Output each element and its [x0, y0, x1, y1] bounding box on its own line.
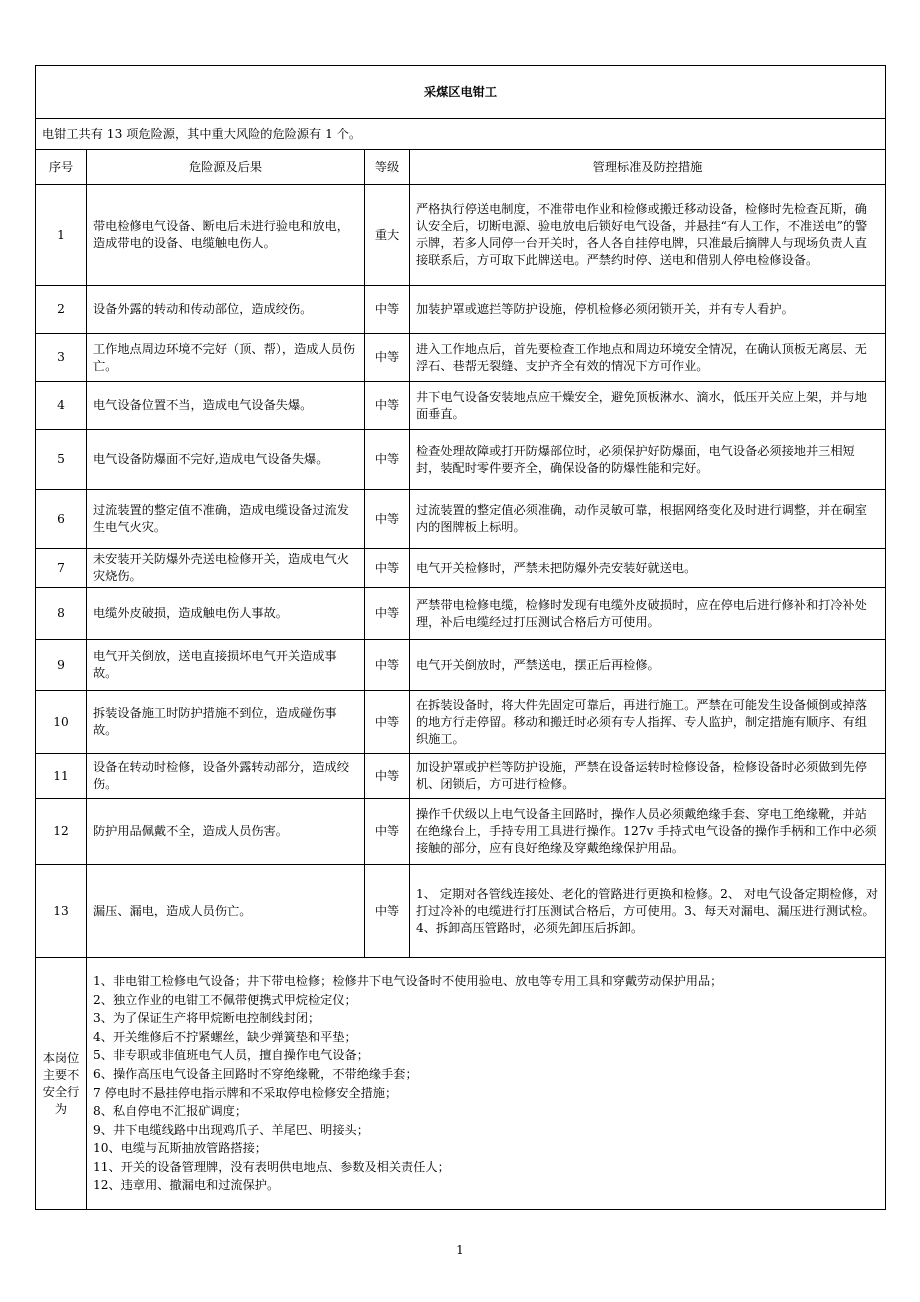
row-hazard: 设备外露的转动和传动部位，造成绞伤。: [87, 286, 365, 334]
table-row: [36, 588, 886, 640]
unsafe-acts-label: 本岗位主要不安全行为: [36, 958, 87, 1210]
row-hazard: 防护用品佩戴不全，造成人员伤害。: [87, 799, 365, 865]
row-hazard: 工作地点周边环境不完好（顶、帮），造成人员伤亡。: [87, 334, 365, 382]
row-level: 中等: [365, 588, 410, 640]
table-row: [36, 430, 886, 490]
row-hazard: 带电检修电气设备、断电后未进行验电和放电，造成带电的设备、电缆触电伤人。: [87, 185, 365, 286]
table-row: [36, 549, 886, 588]
row-hazard: 电气设备位置不当，造成电气设备失爆。: [87, 382, 365, 430]
row-measures: 检查处理故障或打开防爆部位时，必须保护好防爆面，电气设备必须接地并三相短封，装配时零件要齐全，确保设备的防爆性能和完好。: [410, 430, 886, 490]
row-hazard: 设备在转动时检修，设备外露转动部分，造成绞伤。: [87, 754, 365, 799]
table-row: [36, 490, 886, 549]
row-measures: 1、 定期对各管线连接处、老化的管路进行更换和检修。2、 对电气设备定期检修，对打过冷补的电缆进行打压测试合格后，方可使用。3、每天对漏电、漏压进行测试检。4、拆卸高压管路时，必须先卸压后拆卸。: [410, 865, 886, 958]
row-measures: 电气开关倒放时，严禁送电，摆正后再检修。: [410, 640, 886, 691]
page-number: 1: [456, 1243, 464, 1257]
unsafe-acts-list: [87, 958, 886, 1210]
row-measures: 严格执行停送电制度，不准带电作业和检修或搬迁移动设备，检修时先检查瓦斯，确认安全后，切断电源、验电放电后锁好电气设备，并悬挂“有人工作，不准送电”的警示牌，若多人同停一台开关时，各人各自挂停电牌，只准最后摘牌人与现场负责人直接联系后，方可取下此牌送电。严禁约时停、送电和借别人停电检修设备。: [410, 185, 886, 286]
row-hazard: 拆装设备施工时防护措施不到位，造成碰伤事故。: [87, 691, 365, 754]
row-measures: 操作千伏级以上电气设备主回路时，操作人员必须戴绝缘手套、穿电工绝缘靴，并站在绝缘台上，手持专用工具进行操作。127v 手持式电气设备的操作手柄和工作中必须接触的部分，应有良好绝缘及穿戴绝缘保护用品。: [410, 799, 886, 865]
unsafe-act-item: 8、私自停电不汇报矿调度；: [93, 1104, 248, 1119]
row-measures: 井下电气设备安装地点应干燥安全，避免顶板淋水、滴水，低压开关应上架，并与地面垂直。: [410, 382, 886, 430]
row-no: 4: [36, 382, 87, 430]
row-measures: 加装护罩或遮拦等防护设施，停机检修必须闭锁开关，并有专人看护。: [410, 286, 886, 334]
table-row: [36, 799, 886, 865]
header-level: 等级: [365, 150, 410, 185]
row-measures: 在拆装设备时，将大件先固定可靠后，再进行施工。严禁在可能发生设备倾倒或掉落的地方行走停留。移动和搬迁时必须有专人指挥、专人监护，制定措施有顺序、有组织施工。: [410, 691, 886, 754]
table-row: [36, 691, 886, 754]
unsafe-act-item: 11、开关的设备管理牌，没有表明供电地点、参数及相关责任人；: [93, 1159, 450, 1174]
unsafe-act-item: 5、非专职或非值班电气人员，擅自操作电气设备；: [93, 1048, 369, 1063]
header-measures: 管理标准及防控措施: [410, 150, 886, 185]
row-no: 2: [36, 286, 87, 334]
row-level: 重大: [365, 185, 410, 286]
table-row: [36, 754, 886, 799]
unsafe-acts-row: [36, 958, 886, 1210]
row-measures: 进入工作地点后，首先要检查工作地点和周边环境安全情况，在确认顶板无离层、无浮石、巷帮无裂缝、支护齐全有效的情况下方可作业。: [410, 334, 886, 382]
row-level: 中等: [365, 865, 410, 958]
row-no: 8: [36, 588, 87, 640]
table-row: [36, 334, 886, 382]
row-hazard: 过流装置的整定值不准确，造成电缆设备过流发生电气火灾。: [87, 490, 365, 549]
row-no: 12: [36, 799, 87, 865]
row-hazard: 未安装开关防爆外壳送电检修开关，造成电气火灾烧伤。: [87, 549, 365, 588]
row-level: 中等: [365, 754, 410, 799]
row-measures: 过流装置的整定值必须准确，动作灵敏可靠，根据网络变化及时进行调整，并在硐室内的图牌板上标明。: [410, 490, 886, 549]
unsafe-act-item: 3、为了保证生产将甲烷断电控制线封闭；: [93, 1011, 321, 1026]
row-no: 10: [36, 691, 87, 754]
row-no: 5: [36, 430, 87, 490]
table-row: [36, 286, 886, 334]
row-level: 中等: [365, 490, 410, 549]
row-no: 11: [36, 754, 87, 799]
row-level: 中等: [365, 549, 410, 588]
row-measures: 电气开关检修时，严禁未把防爆外壳安装好就送电。: [410, 549, 886, 588]
unsafe-act-item: 4、开关维修后不拧紧螺丝，缺少弹簧垫和平垫；: [93, 1029, 357, 1044]
row-level: 中等: [365, 334, 410, 382]
table-row: [36, 382, 886, 430]
row-no: 7: [36, 549, 87, 588]
table-row: [36, 640, 886, 691]
row-level: 中等: [365, 691, 410, 754]
row-no: 6: [36, 490, 87, 549]
row-level: 中等: [365, 286, 410, 334]
unsafe-act-item: 1、非电钳工检修电气设备；井下带电检修；检修井下电气设备时不使用验电、放电等专用工具和穿戴劳动保护用品；: [93, 973, 723, 988]
header-no: 序号: [36, 150, 87, 185]
row-no: 13: [36, 865, 87, 958]
unsafe-act-item: 6、操作高压电气设备主回路时不穿绝缘靴，不带绝缘手套；: [93, 1066, 418, 1081]
table-header-row: [36, 150, 886, 185]
document-title: 采煤区电钳工: [36, 66, 886, 119]
row-no: 9: [36, 640, 87, 691]
unsafe-act-item: 7 停电时不悬挂停电指示牌和不采取停电检修安全措施；: [93, 1085, 398, 1100]
row-level: 中等: [365, 799, 410, 865]
row-hazard: 电气开关倒放，送电直接损坏电气开关造成事故。: [87, 640, 365, 691]
row-level: 中等: [365, 640, 410, 691]
table-row: [36, 185, 886, 286]
row-hazard: 电气设备防爆面不完好,造成电气设备失爆。: [87, 430, 365, 490]
row-no: 1: [36, 185, 87, 286]
row-level: 中等: [365, 382, 410, 430]
row-measures: 严禁带电检修电缆，检修时发现有电缆外皮破损时，应在停电后进行修补和打冷补处理，补后电缆经过打压测试合格后方可使用。: [410, 588, 886, 640]
unsafe-act-item: 9、井下电缆线路中出现鸡爪子、羊尾巴、明接头；: [93, 1122, 369, 1137]
row-level: 中等: [365, 430, 410, 490]
unsafe-act-item: 12、违章用、撤漏电和过流保护。: [93, 1178, 280, 1193]
unsafe-act-item: 2、独立作业的电钳工不佩带便携式甲烷检定仪；: [93, 992, 357, 1007]
row-hazard: 电缆外皮破损，造成触电伤人事故。: [87, 588, 365, 640]
intro-text: 电钳工共有 13 项危险源，其中重大风险的危险源有 1 个。: [36, 119, 886, 150]
hazard-table: [35, 65, 886, 1210]
header-hazard: 危险源及后果: [87, 150, 365, 185]
unsafe-act-item: 10、电缆与瓦斯抽放管路搭接；: [93, 1141, 267, 1156]
row-hazard: 漏压、漏电，造成人员伤亡。: [87, 865, 365, 958]
row-no: 3: [36, 334, 87, 382]
row-measures: 加设护罩或护栏等防护设施，严禁在设备运转时检修设备，检修设备时必须做到先停机、闭锁后，方可进行检修。: [410, 754, 886, 799]
table-row: [36, 865, 886, 958]
